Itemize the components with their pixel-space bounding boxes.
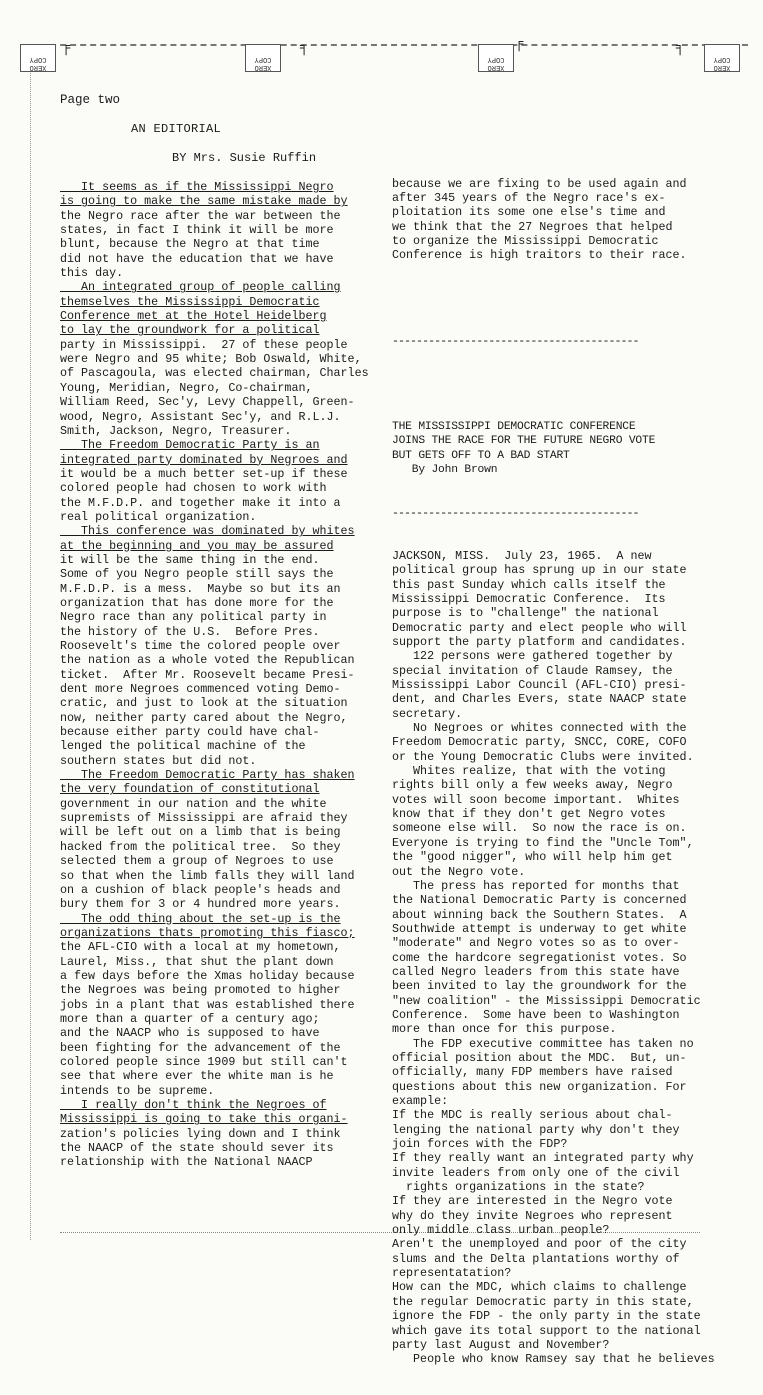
text-line: join forces with the FDP? xyxy=(392,1137,568,1152)
text-line: official position about the MDC. But, un- xyxy=(392,1050,687,1065)
text-line: cratic, and just to look at the situation xyxy=(60,696,348,711)
text-line: called Negro leaders from this state have xyxy=(392,964,680,979)
text-line: officially, many FDP members have raised xyxy=(392,1065,673,1080)
text-line: real political organization. xyxy=(60,509,257,524)
text-line: dent more Negroes commenced voting Demo- xyxy=(60,682,341,697)
text-line: rights organizations in the state? xyxy=(392,1180,645,1195)
text-line: The odd thing about the set-up is the xyxy=(60,911,341,926)
text-line: themselves the Mississippi Democratic xyxy=(60,294,320,309)
text-line: the M.F.D.P. and together make it into a xyxy=(60,495,341,510)
text-line: the National Democratic Party is concerned xyxy=(392,893,687,908)
text-line: more than a quarter of a century ago; xyxy=(60,1011,320,1026)
text-line: states, in fact I think it will be more xyxy=(60,223,334,238)
text-line: Democratic party and elect people who will xyxy=(392,620,687,635)
top-border xyxy=(20,44,748,46)
right-body-text xyxy=(392,549,732,1367)
text-line: Negro race than any political party in xyxy=(60,610,327,625)
text-line: about winning back the Southern States. A xyxy=(392,907,687,922)
text-line: political group has sprung up in our state xyxy=(392,563,687,578)
text-line: Some of you Negro people still says the xyxy=(60,567,334,582)
text-line: Aren't the unemployed and poor of the city xyxy=(392,1237,687,1252)
text-line: example: xyxy=(392,1094,449,1108)
text-line: special invitation of Claude Ramsey, the xyxy=(392,663,673,678)
text-line: The FDP executive committee has taken no xyxy=(392,1036,694,1051)
fastener-mark: ╕ xyxy=(300,40,309,56)
text-line: invite leaders from only one of the civil xyxy=(392,1165,680,1180)
fastener-mark: ╒ xyxy=(62,40,71,56)
text-line: at the beginning and you may be assured xyxy=(60,538,334,553)
text-line: government in our nation and the white xyxy=(60,796,327,811)
text-line: been invited to lay the groundwork for the xyxy=(392,979,687,994)
text-line: secretary. xyxy=(392,706,463,721)
article-headline xyxy=(392,420,732,477)
text-line: the AFL-CIO with a local at my hometown, xyxy=(60,940,341,955)
text-line: were Negro and 95 white; Bob Oswald, White, xyxy=(60,352,362,367)
text-line: M.F.D.P. is a mess. Maybe so but its an xyxy=(60,581,341,596)
text-line: is going to make the same mistake made by xyxy=(60,194,348,209)
text-line: Everyone is trying to find the "Uncle Tom", xyxy=(392,835,694,850)
text-line: a few days before the Xmas holiday because xyxy=(60,968,355,983)
text-line: The Freedom Democratic Party has shaken xyxy=(60,768,355,783)
text-line: purpose is to "challenge" the national xyxy=(392,606,659,621)
text-line: dent, and Charles Evers, state NAACP state xyxy=(392,692,687,707)
text-line: Mississippi Labor Council (AFL-CIO) presi- xyxy=(392,678,687,693)
xero-copy-stamp: XERO COPY xyxy=(478,44,514,72)
text-line: the Negro race after the war between the xyxy=(60,208,341,223)
text-line: someone else will. So now the race is on. xyxy=(392,821,687,836)
text-line: party last August and November? xyxy=(392,1337,610,1352)
text-line: colored people had chosen to work with xyxy=(60,481,327,496)
text-line: to organize the Mississippi Democratic xyxy=(392,234,659,249)
text-line: Conference is high traitors to their race. xyxy=(392,248,687,263)
text-line: intends to be supreme. xyxy=(60,1083,215,1098)
text-line: come the hardcore segregationist votes. So xyxy=(392,950,687,965)
text-line: By John Brown xyxy=(392,463,498,476)
text-line: questions about this new organization. For xyxy=(392,1079,687,1094)
text-line: did not have the education that we have xyxy=(60,251,334,266)
text-line: this day. xyxy=(60,266,124,281)
text-line: An integrated group of people calling xyxy=(60,280,341,295)
separator-dashes: ----------------------------------------- xyxy=(392,505,639,520)
page-label: Page two xyxy=(60,93,121,107)
text-line: which gave its total support to the national xyxy=(392,1323,701,1338)
text-line: Freedom Democratic party, SNCC, CORE, COFO xyxy=(392,735,687,750)
text-line: BUT GETS OFF TO A BAD START xyxy=(392,449,570,462)
text-line: bury them for 3 or 4 hundred more years. xyxy=(60,897,341,912)
text-line: only middle class urban people? xyxy=(392,1223,610,1238)
text-line: Whites realize, that with the voting xyxy=(392,764,666,779)
text-line: we think that the 27 Negroes that helped xyxy=(392,219,673,234)
text-line: THE MISSISSIPPI DEMOCRATIC CONFERENCE xyxy=(392,420,636,433)
text-line: No Negroes or whites connected with the xyxy=(392,721,687,736)
text-line: so that when the limb falls they will land xyxy=(60,868,355,883)
text-line: Young, Meridian, Negro, Co-chairman, xyxy=(60,380,313,395)
text-line: If the MDC is really serious about chal- xyxy=(392,1108,673,1123)
text-line: because either party could have chal- xyxy=(60,725,320,740)
text-line: representatation? xyxy=(392,1266,512,1281)
text-line: and the NAACP who is supposed to have xyxy=(60,1026,320,1041)
text-line: Conference. Some have been to Washington xyxy=(392,1007,680,1022)
text-line: rights bill only a few weeks away, Negro xyxy=(392,778,673,793)
text-line: If they are interested in the Negro vote xyxy=(392,1194,673,1209)
text-line: If they really want an integrated party why xyxy=(392,1151,694,1166)
text-line: see that where ever the white man is he xyxy=(60,1069,334,1084)
text-line: selected them a group of Negroes to use xyxy=(60,854,334,869)
text-line: the history of the U.S. Before Pres. xyxy=(60,624,320,639)
text-line: JOINS THE RACE FOR THE FUTURE NEGRO VOTE xyxy=(392,435,656,448)
text-line: Smith, Jackson, Negro, Treasurer. xyxy=(60,423,292,438)
text-line: relationship with the National NAACP xyxy=(60,1155,313,1170)
left-column xyxy=(60,180,380,1170)
text-line: Laurel, Miss., that shut the plant down xyxy=(60,954,334,969)
text-line: southern states but did not. xyxy=(60,753,257,768)
text-line: the "good nigger", who will help him get xyxy=(392,850,673,865)
text-line: It seems as if the Mississippi Negro xyxy=(60,180,334,194)
fastener-mark: ╕ xyxy=(676,40,685,56)
text-line: out the Negro vote. xyxy=(392,864,526,879)
text-line: organizations thats promoting this fiasco; xyxy=(60,925,355,940)
right-top-text xyxy=(392,177,732,263)
xero-copy-stamp: XERO COPY xyxy=(20,44,56,72)
text-line: Southwide attempt is underway to get white xyxy=(392,921,687,936)
text-line: This conference was dominated by whites xyxy=(60,524,355,539)
text-line: it would be a much better set-up if these xyxy=(60,466,348,481)
text-line: William Reed, Sec'y, Levy Chappell, Green- xyxy=(60,395,355,410)
text-line: the Negroes was being promoted to higher xyxy=(60,983,341,998)
text-line: Roosevelt's time the colored people over xyxy=(60,639,341,653)
text-line: zation's policies lying down and I think xyxy=(60,1126,341,1141)
text-line: know that if they don't get Negro votes xyxy=(392,807,666,822)
text-line: lenged the political machine of the xyxy=(60,739,306,754)
text-line: blunt, because the Negro at that time xyxy=(60,237,320,252)
text-line: Mississippi Democratic Conference. Its xyxy=(392,591,666,606)
text-line: the NAACP of the state should sever its xyxy=(60,1141,334,1156)
text-line: lenging the national party why don't they xyxy=(392,1122,680,1137)
text-line: ploitation its some one else's time and xyxy=(392,205,666,220)
text-line: How can the MDC, which claims to challenge xyxy=(392,1280,687,1295)
text-line: of Pascagoula, was elected chairman, Charles xyxy=(60,366,369,381)
text-line: wood, Negro, Assistant Sec'y, and R.L.J. xyxy=(60,409,341,424)
text-line: The Freedom Democratic Party is an xyxy=(60,438,320,453)
xero-copy-stamp: XERO COPY xyxy=(245,44,281,72)
text-line: now, neither party cared about the Negro, xyxy=(60,710,348,725)
left-margin-line xyxy=(30,60,31,1240)
text-line: will be left out on a limb that is being xyxy=(60,825,341,840)
text-line: the nation as a whole voted the Republican xyxy=(60,653,355,668)
text-line: been fighting for the advancement of the xyxy=(60,1040,341,1055)
text-line: more than once for this purpose. xyxy=(392,1022,617,1037)
text-line: support the party platform and candidates. xyxy=(392,635,687,649)
text-line: ignore the FDP - the only party in the state xyxy=(392,1309,701,1324)
text-line: on a cushion of black people's heads and xyxy=(60,882,341,897)
text-line: party in Mississippi. 27 of these people xyxy=(60,337,348,352)
text-line: votes will soon become important. Whites xyxy=(392,792,680,807)
text-line: why do they invite Negroes who represent xyxy=(392,1208,673,1223)
text-line: integrated party dominated by Negroes and xyxy=(60,452,348,467)
text-line: it will be the same thing in the end. xyxy=(60,552,320,567)
text-line: jobs in a plant that was established there xyxy=(60,997,355,1012)
text-line: supremists of Mississippi are afraid they xyxy=(60,811,348,826)
text-line: the regular Democratic party in this state, xyxy=(392,1294,694,1309)
text-line: "moderate" and Negro votes so as to over- xyxy=(392,936,680,951)
text-line: slums and the Delta plantations worthy of xyxy=(392,1251,680,1266)
editorial-heading: AN EDITORIAL xyxy=(131,122,222,136)
text-line: the very foundation of constitutional xyxy=(60,782,320,797)
text-line: colored people since 1909 but still can't xyxy=(60,1054,348,1069)
text-line: organization that has done more for the xyxy=(60,595,334,610)
text-line: People who know Ramsey say that he believes xyxy=(392,1352,715,1367)
text-line: I really don't think the Negroes of xyxy=(60,1098,327,1112)
text-line: Conference met at the Hotel Heidelberg xyxy=(60,309,327,324)
text-line: JACKSON, MISS. July 23, 1965. A new xyxy=(392,548,652,563)
text-line: after 345 years of the Negro race's ex- xyxy=(392,191,666,206)
text-line: 122 persons were gathered together by xyxy=(392,649,673,664)
separator-dashes: ----------------------------------------- xyxy=(392,334,639,349)
text-line: hacked from the political tree. So they xyxy=(60,839,341,854)
text-line: this past Sunday which calls itself the xyxy=(392,577,666,592)
text-line: ticket. After Mr. Roosevelt became Presi- xyxy=(60,667,355,682)
text-line: because we are fixing to be used again and xyxy=(392,176,687,191)
byline: BY Mrs. Susie Ruffin xyxy=(172,151,317,165)
xero-copy-stamp: XERO COPY xyxy=(704,44,740,72)
text-line: "new coalition" - the Mississippi Democratic xyxy=(392,993,701,1008)
text-line: to lay the groundwork for a political xyxy=(60,323,320,338)
text-line: Mississippi is going to take this organi- xyxy=(60,1112,348,1127)
text-line: The press has reported for months that xyxy=(392,878,680,893)
text-line: or the Young Democratic Clubs were invited. xyxy=(392,749,694,764)
right-column xyxy=(392,148,732,1395)
fastener-mark: ╒ xyxy=(515,36,524,52)
